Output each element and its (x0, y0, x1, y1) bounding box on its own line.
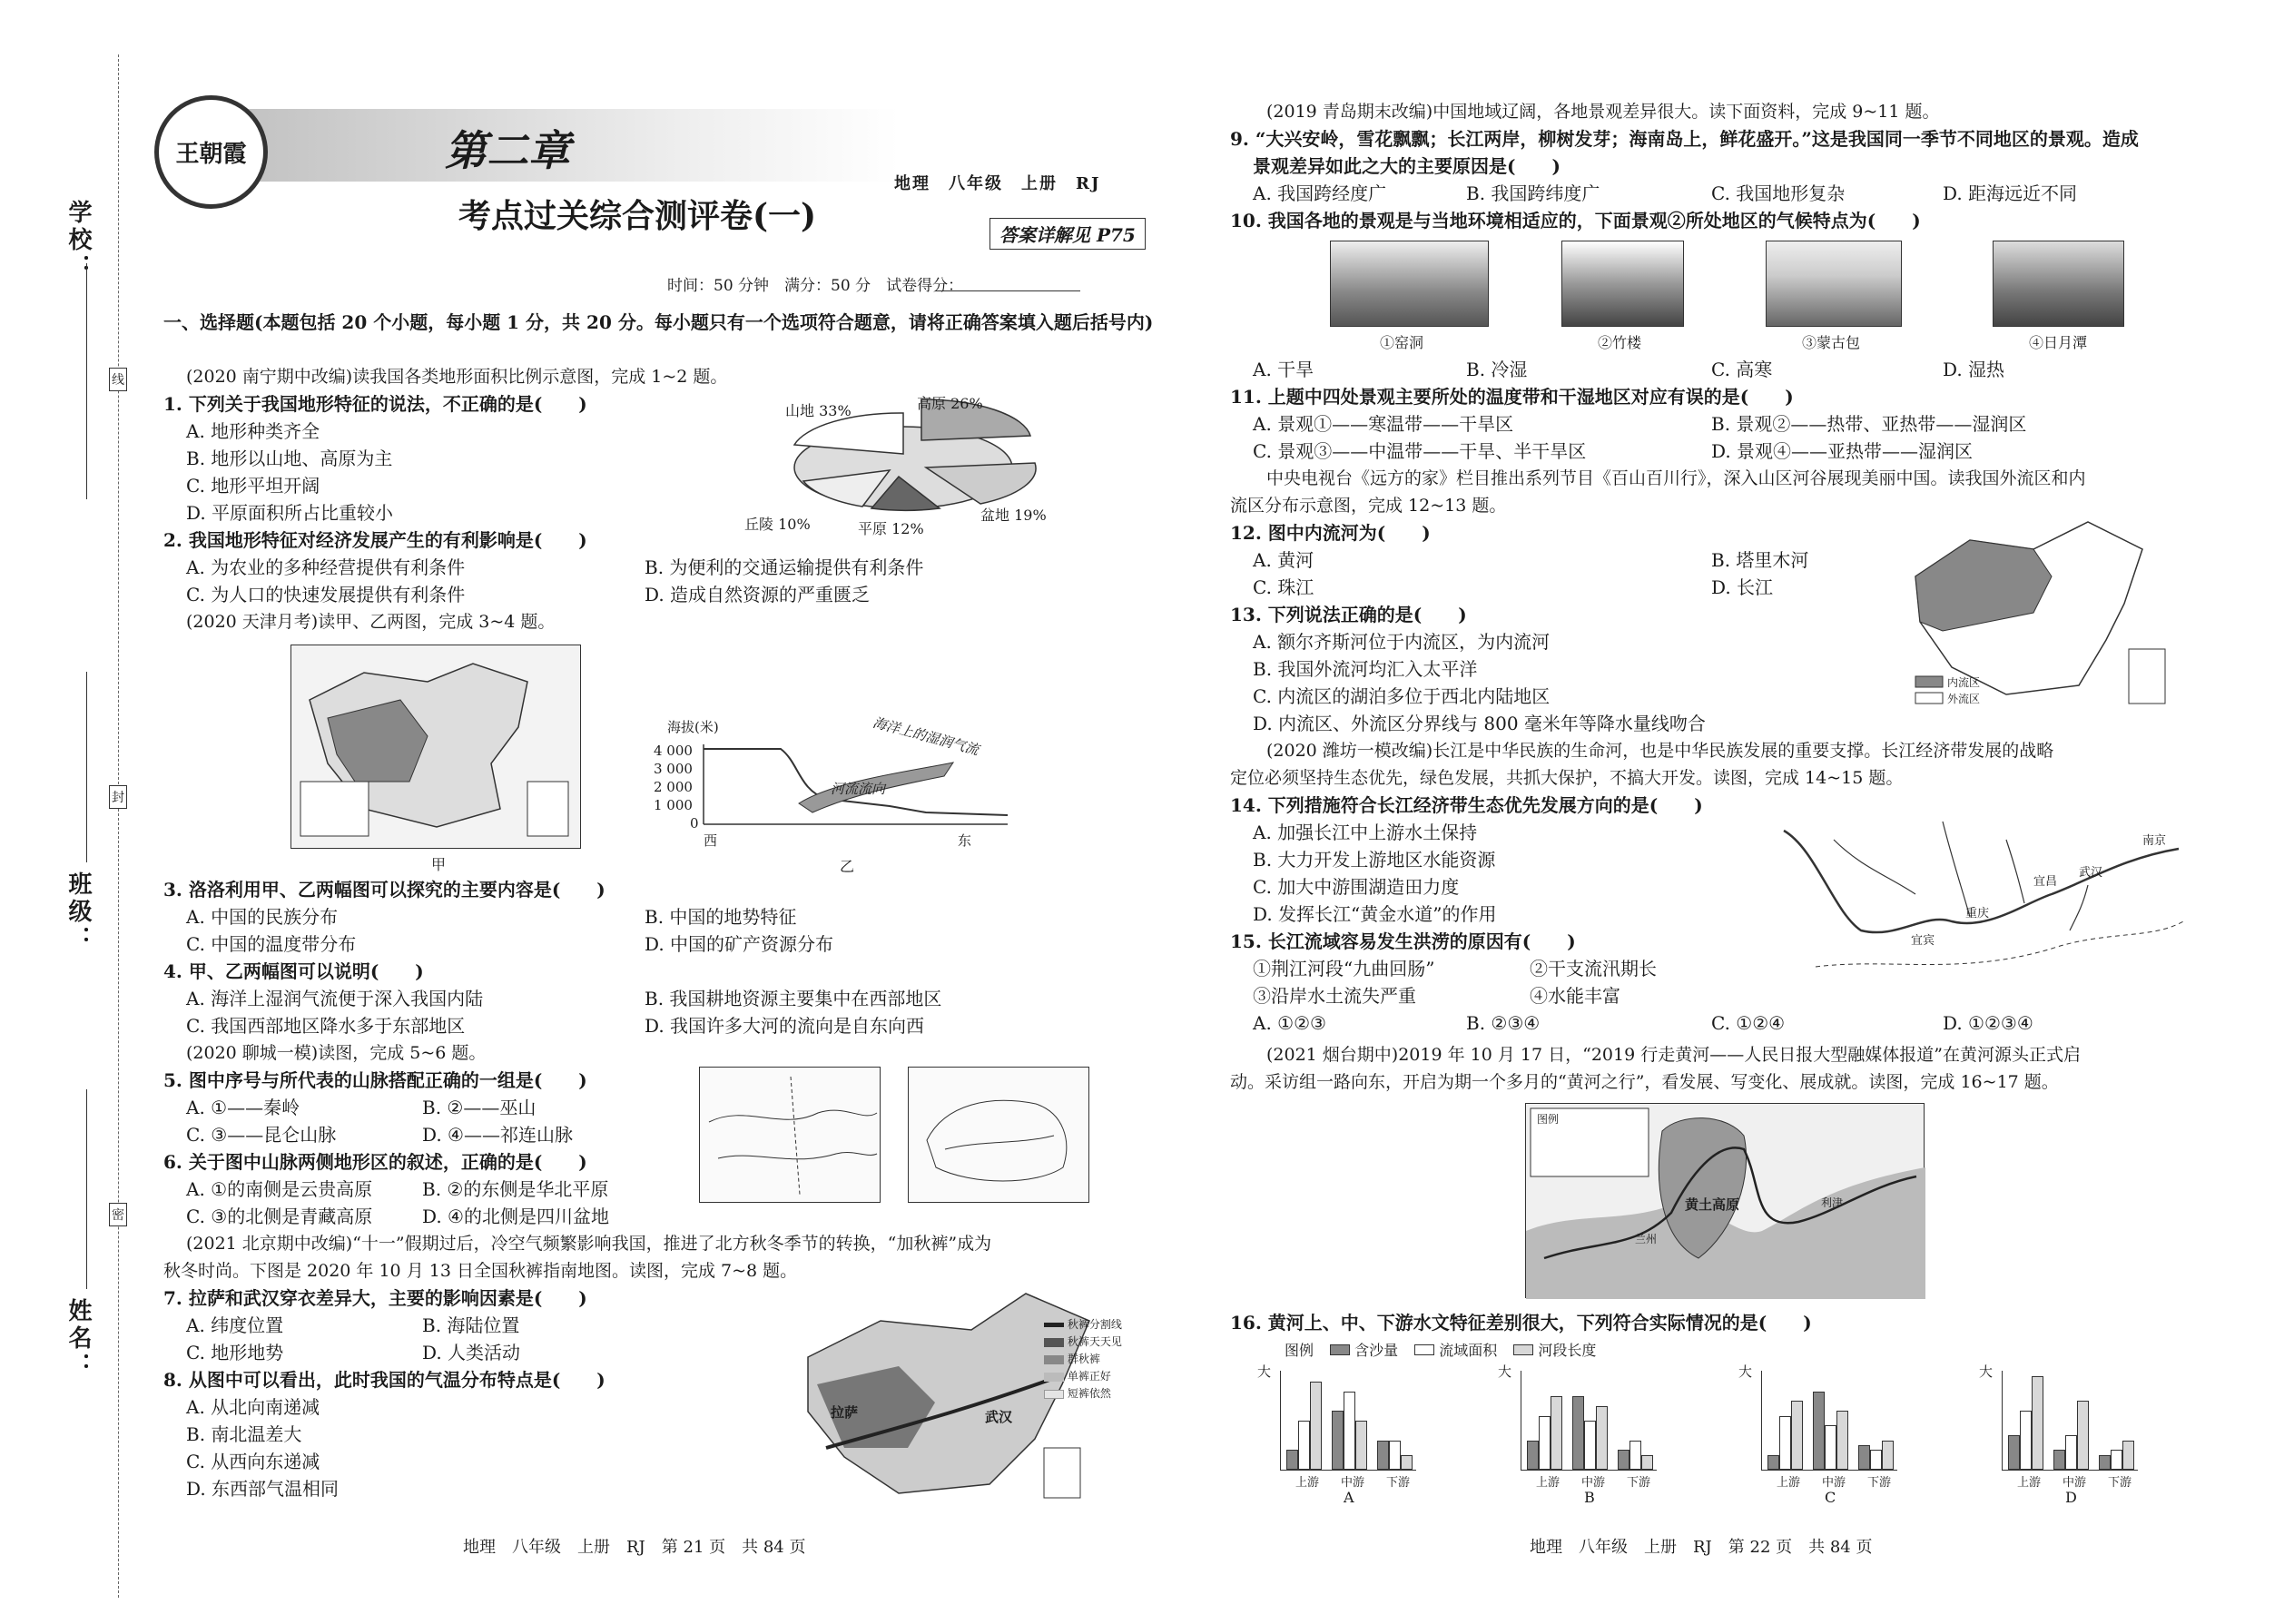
hh-loess: 黄土高原 (1685, 1196, 1740, 1213)
bar-2-1 (1629, 1441, 1641, 1470)
q3-opt-a[interactable]: A. 中国的民族分布 (186, 906, 339, 928)
q4-opt-c[interactable]: C. 我国西部地区降水多于东部地区 (186, 1015, 466, 1037)
chart-c-x: 上游 中游 下游 (1776, 1476, 1891, 1490)
chart-a-plot (1280, 1371, 1416, 1471)
q8-opt-a[interactable]: A. 从北向南递减 (186, 1396, 320, 1418)
map-jia-svg (291, 645, 582, 850)
bar-0-1 (1779, 1416, 1791, 1470)
chart-b-big: 大 (1498, 1363, 1512, 1380)
bar-2-1 (1389, 1441, 1401, 1470)
q13-opt-c[interactable]: C. 内流区的湖泊多位于西北内陆地区 (1253, 685, 1551, 707)
q7-opt-a[interactable]: A. 纬度位置 (186, 1314, 284, 1336)
chart-b-label: B (1584, 1489, 1595, 1506)
q11-opt-b[interactable]: B. 景观②——热带、亚热带——湿润区 (1711, 413, 2027, 435)
legend16 (1285, 1339, 1596, 1360)
q1-opt-d[interactable]: D. 平原面积所占比重较小 (186, 502, 394, 524)
q15-stmt-2: ②干支流汛期长 (1530, 958, 1657, 979)
q12-opt-c[interactable]: C. 珠江 (1253, 576, 1314, 598)
profile-yi-label: 乙 (840, 858, 855, 875)
bar-1-1 (1344, 1392, 1355, 1470)
seal-feng: 封 (109, 785, 127, 809)
photo-2-caption: ②竹楼 (1598, 334, 1642, 351)
q3-opt-d[interactable]: D. 中国的矿产资源分布 (645, 933, 834, 955)
map-14-15-svg (1779, 803, 2188, 994)
paper-title: 考点过关综合测评卷(一) (458, 197, 817, 235)
logo-text: 王朝霞 (175, 141, 247, 168)
map-12-13 (1906, 513, 2170, 713)
bar-1-0 (2053, 1450, 2065, 1470)
map-16-17 (1525, 1103, 1925, 1298)
bar-1-0 (1572, 1396, 1584, 1470)
q8-opt-d[interactable]: D. 东西部气温相同 (186, 1478, 340, 1500)
src-12-13-b: 流区分布示意图，完成 12~13 题。 (1230, 496, 1507, 516)
src-14-15-b: 定位必须坚持生态优先，绿色发展，共抓大保护，不搞大开发。读图，完成 14~15 题。 (1230, 768, 1904, 788)
school-label: 学校： (64, 200, 92, 281)
q6-stem: 6. 关于图中山脉两侧地形区的叙述，正确的是( ) (163, 1151, 587, 1173)
q14-opt-a[interactable]: A. 加强长江中上游水土保持 (1253, 822, 1478, 843)
city-chongqing: 重庆 (1965, 907, 1990, 920)
q9-opt-a[interactable]: A. 我国跨经度广 (1253, 182, 1387, 204)
legend16-length: 河段长度 (1513, 1339, 1596, 1360)
profile-tick-3000: 3 000 (654, 761, 693, 777)
legend78-0: 秋裤分割线 (1044, 1316, 1144, 1334)
q10-opt-b[interactable]: B. 冷湿 (1466, 359, 1528, 380)
q13-opt-a[interactable]: A. 额尔齐斯河位于内流区，为内流河 (1253, 631, 1551, 653)
profile-west: 西 (704, 832, 718, 849)
q1-opt-b[interactable]: B. 地形以山地、高原为主 (186, 448, 393, 469)
q7-opt-c[interactable]: C. 地形地势 (186, 1342, 284, 1363)
q2-opt-b[interactable]: B. 为便利的交通运输提供有利条件 (645, 556, 924, 578)
map-7-8-legend (1044, 1316, 1144, 1403)
src-16-17-a: (2021 烟台期中)2019 年 10 月 17 日，“2019 行走黄河——人民日报大型融媒体报道”在黄河源头正式启 (1266, 1045, 2081, 1065)
q9-opt-d[interactable]: D. 距海远近不同 (1943, 182, 2078, 204)
map-5-6-right-svg (909, 1068, 1090, 1204)
chart-a-big: 大 (1257, 1363, 1272, 1380)
photo-2 (1561, 241, 1684, 327)
src-5-6: (2020 聊城一模)读图，完成 5~6 题。 (186, 1043, 487, 1063)
photo-1-caption: ①窑洞 (1380, 334, 1424, 351)
chapter-title: 第二章 (445, 126, 570, 175)
profile-flow-label: 海洋上的湿润气流 (871, 714, 981, 759)
bar-0-0 (1767, 1455, 1779, 1470)
binding-margin (0, 0, 123, 1624)
legend78-2: 群秋裤 (1044, 1351, 1144, 1368)
q11-stem: 11. 上题中四处景观主要所处的温度带和干湿地区对应有误的是( ) (1230, 386, 1794, 408)
q2-opt-a[interactable]: A. 为农业的多种经营提供有利条件 (186, 556, 466, 578)
map-5-6-right (908, 1067, 1089, 1203)
q2 (163, 527, 587, 554)
q15-opt-c[interactable]: C. ①②④ (1711, 1012, 1786, 1034)
seal-mi: 密 (109, 1203, 127, 1226)
q1-opt-a[interactable]: A. 地形种类齐全 (186, 420, 320, 442)
bar-1-1 (2065, 1435, 2077, 1470)
bar-1-0 (1332, 1411, 1344, 1470)
q2-opt-d[interactable]: D. 造成自然资源的严重匮乏 (645, 584, 871, 605)
profile-east: 东 (958, 832, 972, 849)
q9-stem-b: 景观差异如此之大的主要原因是( ) (1253, 155, 1561, 177)
q11-opt-c[interactable]: C. 景观③——中温带——干旱、半干旱区 (1253, 440, 1587, 462)
chart-b-plot (1521, 1371, 1657, 1471)
pie-figure (744, 390, 1089, 536)
q15-opt-d[interactable]: D. ①②③④ (1943, 1012, 2033, 1034)
src-1-2: (2020 南宁期中改编)读我国各类地形面积比例示意图，完成 1~2 题。 (186, 367, 728, 387)
bar-2-0 (1618, 1450, 1629, 1470)
q15-stmt-3: ③沿岸水土流失严重 (1253, 985, 1416, 1007)
q1-stem: 1. 下列关于我国地形特征的说法，不正确的是( ) (163, 393, 587, 415)
q10-opt-c[interactable]: C. 高寒 (1711, 359, 1773, 380)
bar-2-2 (1882, 1441, 1894, 1470)
bar-2-0 (1858, 1445, 1870, 1470)
q14-opt-b[interactable]: B. 大力开发上游地区水能资源 (1253, 849, 1496, 871)
bar-0-2 (1310, 1382, 1322, 1470)
q7-opt-d[interactable]: D. 人类活动 (422, 1342, 521, 1363)
q15-stmt-1: ①荆江河段“九曲回肠” (1253, 958, 1435, 979)
profile-tick-2000: 2 000 (654, 779, 693, 795)
legend78-3: 单裤正好 (1044, 1368, 1144, 1385)
src-14-15-a: (2020 潍坊一模改编)长江是中华民族的生命河，也是中华民族发展的重要支撑。长江经济带发展的战略 (1266, 741, 2054, 761)
src-9-11: (2019 青岛期末改编)中国地域辽阔，各地景观差异很大。读下面资料，完成 9~11 题。 (1266, 102, 1940, 122)
q6-opt-c[interactable]: C. ③的北侧是青藏高原 (186, 1206, 373, 1227)
bar-2-2 (1401, 1455, 1413, 1470)
class-line (86, 672, 87, 862)
bar-1-2 (1596, 1406, 1608, 1470)
q14-stem: 14. 下列措施符合长江经济带生态优先发展方向的是( ) (1230, 794, 1703, 816)
name-line (86, 1089, 87, 1289)
tag: 地理 八年级 上册 RJ (894, 174, 1101, 193)
bar-1-2 (1836, 1411, 1848, 1470)
map-7-8-wuhan: 武汉 (985, 1409, 1013, 1425)
q15-opt-a[interactable]: A. ①②③ (1253, 1012, 1326, 1034)
q8-opt-b[interactable]: B. 南北温差大 (186, 1423, 302, 1445)
q4-stem: 4. 甲、乙两幅图可以说明( ) (163, 960, 424, 982)
chart-d-plot (2002, 1371, 2138, 1471)
map-5-6-left (699, 1067, 881, 1203)
q4-opt-b[interactable]: B. 我国耕地资源主要集中在西部地区 (645, 988, 942, 1009)
chart-d-label: D (2065, 1489, 2077, 1506)
q13-opt-d[interactable]: D. 内流区、外流区分界线与 800 毫米年等降水量线吻合 (1253, 713, 1706, 734)
q12-stem: 12. 图中内流河为( ) (1230, 522, 1431, 544)
legend16-sediment: 含沙量 (1330, 1339, 1398, 1360)
chart-a (1257, 1362, 1439, 1506)
answer-ref: 答案详解见 P75 (989, 218, 1146, 250)
q6-opt-a[interactable]: A. ①的南侧是云贵高原 (186, 1178, 373, 1200)
profile-yi (654, 708, 1017, 862)
q3-opt-b[interactable]: B. 中国的地势特征 (645, 906, 797, 928)
bar-0-2 (2032, 1376, 2043, 1470)
q12-opt-b[interactable]: B. 塔里木河 (1711, 549, 1809, 571)
photo-3 (1766, 241, 1902, 327)
photo-1 (1330, 241, 1489, 327)
score-line (935, 290, 1080, 291)
class-label: 班级： (64, 871, 92, 953)
q3-opt-c[interactable]: C. 中国的温度带分布 (186, 933, 357, 955)
section1-heading: 一、选择题(本题包括 20 个小题，每小题 1 分，共 20 分。每小题只有一个选项符合题意，请将正确答案填入题后括号内) (163, 311, 1154, 333)
bar-0-2 (1551, 1396, 1562, 1470)
bar-1-1 (1825, 1425, 1836, 1470)
src-7-8-b: 秋冬时尚。下图是 2020 年 10 月 13 日全国秋裤指南地图。读图，完成 7~8 题。 (163, 1261, 798, 1281)
logo (154, 95, 268, 209)
right-footer: 地理 八年级 上册 RJ 第 22 页 共 84 页 (1530, 1538, 1873, 1557)
left-footer: 地理 八年级 上册 RJ 第 21 页 共 84 页 (463, 1538, 806, 1557)
city-yichang: 宜昌 (2033, 875, 2058, 889)
bar-1-0 (1813, 1392, 1825, 1470)
bar-2-2 (2122, 1441, 2134, 1470)
chart-c-label: C (1825, 1489, 1836, 1506)
q13-opt-b[interactable]: B. 我国外流河均汇入太平洋 (1253, 658, 1478, 680)
legend16-area: 流域面积 (1414, 1339, 1497, 1360)
map-7-8 (790, 1284, 1144, 1507)
q9-opt-c[interactable]: C. 我国地形复杂 (1711, 182, 1846, 204)
bar-0-0 (1286, 1450, 1298, 1470)
src-7-8-a: (2021 北京期中改编)“十一”假期过后，冷空气频繁影响我国，推进了北方秋冬季节的转换，“加秋裤”成为 (186, 1234, 992, 1254)
city-wuhan: 武汉 (2079, 866, 2103, 880)
bar-0-0 (2008, 1435, 2020, 1470)
src-3-4: (2020 天津月考)读甲、乙两图，完成 3~4 题。 (186, 612, 556, 632)
q2-opt-c[interactable]: C. 为人口的快速发展提供有利条件 (186, 584, 466, 605)
q4-opt-a[interactable]: A. 海洋上湿润气流便于深入我国内陆 (186, 988, 484, 1009)
q4-opt-d[interactable]: D. 我国许多大河的流向是自东向西 (645, 1015, 925, 1037)
src-16-17-b: 动。采访组一路向东，开启为期一个多月的“黄河之行”，看发展、写变化、展成就。读图，完成 16~17 题。 (1230, 1072, 2059, 1092)
bar-0-1 (2020, 1411, 2032, 1470)
q5-opt-d[interactable]: D. ④——祁连山脉 (422, 1124, 573, 1146)
q6-opt-b[interactable]: B. ②的东侧是华北平原 (422, 1178, 609, 1200)
legend12-outer: 外流区 (1947, 693, 1981, 705)
bar-2-1 (1870, 1450, 1882, 1470)
q15-stem: 15. 长江流域容易发生洪涝的原因有( ) (1230, 930, 1576, 952)
photo-4-caption: ④日月潭 (2029, 334, 2088, 351)
city-nanjing: 南京 (2142, 834, 2167, 848)
chart-a-x: 上游 中游 下游 (1295, 1476, 1410, 1490)
q5-opt-c[interactable]: C. ③——昆仑山脉 (186, 1124, 337, 1146)
profile-tick-1000: 1 000 (654, 797, 693, 813)
q1-opt-c[interactable]: C. 地形平坦开阔 (186, 475, 320, 497)
q12-opt-d[interactable]: D. 长江 (1711, 576, 1774, 598)
pie-label-qiuling: 丘陵 10% (744, 516, 811, 533)
time-info: 时间：50 分钟 满分：50 分 试卷得分： (667, 277, 964, 295)
chart-b (1498, 1362, 1679, 1506)
q14-opt-c[interactable]: C. 加大中游围湖造田力度 (1253, 876, 1460, 898)
q10-opt-a[interactable]: A. 干旱 (1253, 359, 1314, 380)
q5-opt-a[interactable]: A. ①——秦岭 (186, 1097, 300, 1118)
hh-legend-title: 图例 (1537, 1113, 1560, 1126)
bar-0-2 (1791, 1401, 1803, 1470)
bar-1-1 (1584, 1421, 1596, 1470)
seal-xian: 线 (109, 368, 127, 391)
legend16-title: 图例 (1285, 1342, 1314, 1359)
bar-0-1 (1539, 1416, 1551, 1470)
q14-opt-d[interactable]: D. 发挥长江“黄金水道”的作用 (1253, 903, 1497, 925)
map-5-6-left-svg (700, 1068, 881, 1204)
q1 (163, 390, 587, 527)
map-jia (290, 645, 581, 849)
chart-c-big: 大 (1738, 1363, 1753, 1380)
q16-stem: 16. 黄河上、中、下游水文特征差别很大，下列符合实际情况的是( ) (1230, 1312, 1812, 1334)
q5-opt-b[interactable]: B. ②——巫山 (422, 1097, 537, 1118)
q2-stem: 2. 我国地形特征对经济发展产生的有利影响是( ) (163, 529, 587, 551)
bar-2-2 (1641, 1455, 1653, 1470)
q8-stem: 8. 从图中可以看出，此时我国的气温分布特点是( ) (163, 1369, 605, 1391)
school-line (86, 263, 87, 499)
q6-opt-d[interactable]: D. ④的北侧是四川盆地 (422, 1206, 609, 1227)
hh-lanzhou: 兰州 (1635, 1233, 1658, 1245)
chart-d (1979, 1362, 2161, 1506)
city-yibin: 宜宾 (1911, 934, 1935, 948)
chart-c-plot (1761, 1371, 1897, 1471)
q9-stem-a: 9. “大兴安岭，雪花飘飘；长江两岸，柳树发芽；海南岛上，鲜花盛开。”这是我国同一季节不同地区的景观。造成 (1230, 128, 2139, 150)
legend78-4: 短裤依然 (1044, 1385, 1144, 1403)
bar-1-2 (1355, 1421, 1367, 1470)
pie-label-pingyuan: 平原 12% (858, 520, 924, 537)
chart-d-big: 大 (1979, 1363, 1994, 1380)
profile-tick-0: 0 (690, 815, 699, 832)
map-jia-label: 甲 (431, 856, 447, 873)
pie-label-pendi: 盆地 19% (980, 507, 1047, 524)
q8-opt-c[interactable]: C. 从西向东递减 (186, 1451, 320, 1472)
q11-opt-d[interactable]: D. 景观④——亚热带——湿润区 (1711, 440, 1974, 462)
chart-d-x: 上游 中游 下游 (2016, 1476, 2132, 1490)
name-label: 姓名： (64, 1298, 92, 1380)
bar-0-0 (1527, 1441, 1539, 1470)
pie-label-shan: 山地 33% (785, 402, 852, 419)
q7-stem: 7. 拉萨和武汉穿衣差异大，主要的影响因素是( ) (163, 1287, 587, 1309)
bar-0-1 (1298, 1421, 1310, 1470)
profile-ylabel: 海拔(米) (667, 719, 719, 735)
q9-opt-b[interactable]: B. 我国跨纬度广 (1466, 182, 1600, 204)
pie-label-gaoyuan: 高原 26% (917, 395, 983, 412)
src-12-13-a: 中央电视台《远方的家》栏目推出系列节目《百山百川行》，深入山区河谷展现美丽中国。读我国外流区和内 (1266, 468, 2086, 488)
chart-b-x: 上游 中游 下游 (1535, 1476, 1650, 1490)
q10-stem: 10. 我国各地的景观是与当地环境相适应的，下面景观②所处地区的气候特点为( ) (1230, 210, 1921, 231)
profile-tick-4000: 4 000 (654, 743, 693, 759)
q5-stem: 5. 图中序号与所代表的山脉搭配正确的一组是( ) (163, 1069, 587, 1091)
q7-opt-b[interactable]: B. 海陆位置 (422, 1314, 520, 1336)
bar-2-0 (2099, 1455, 2111, 1470)
chart-c (1738, 1362, 1920, 1506)
chart-a-label: A (1344, 1489, 1354, 1506)
map-14-15 (1779, 803, 2188, 994)
photo-3-caption: ③蒙古包 (1802, 334, 1861, 351)
photo-4 (1993, 241, 2124, 327)
q15-stmt-4: ④水能丰富 (1530, 985, 1620, 1007)
map-12-13-svg (1906, 513, 2170, 713)
cut-line (118, 54, 119, 1598)
bar-1-2 (2077, 1401, 2089, 1470)
q10-opt-d[interactable]: D. 湿热 (1943, 359, 2005, 380)
hh-lijin: 利津 (1821, 1196, 1844, 1209)
q11-opt-a[interactable]: A. 景观①——寒温带——干旱区 (1253, 413, 1514, 435)
q3-stem: 3. 洛洛利用甲、乙两幅图可以探究的主要内容是( ) (163, 879, 605, 901)
legend12-inner: 内流区 (1947, 676, 1981, 689)
bar-2-1 (2111, 1450, 2122, 1470)
bar-2-0 (1377, 1441, 1389, 1470)
q15-opt-b[interactable]: B. ②③④ (1466, 1012, 1541, 1034)
q12-opt-a[interactable]: A. 黄河 (1253, 549, 1314, 571)
map-7-8-lhasa: 拉萨 (831, 1404, 859, 1421)
profile-river-label: 河流流向 (831, 781, 886, 797)
legend78-1: 秋裤天天见 (1044, 1334, 1144, 1351)
q13-stem: 13. 下列说法正确的是( ) (1230, 604, 1467, 625)
